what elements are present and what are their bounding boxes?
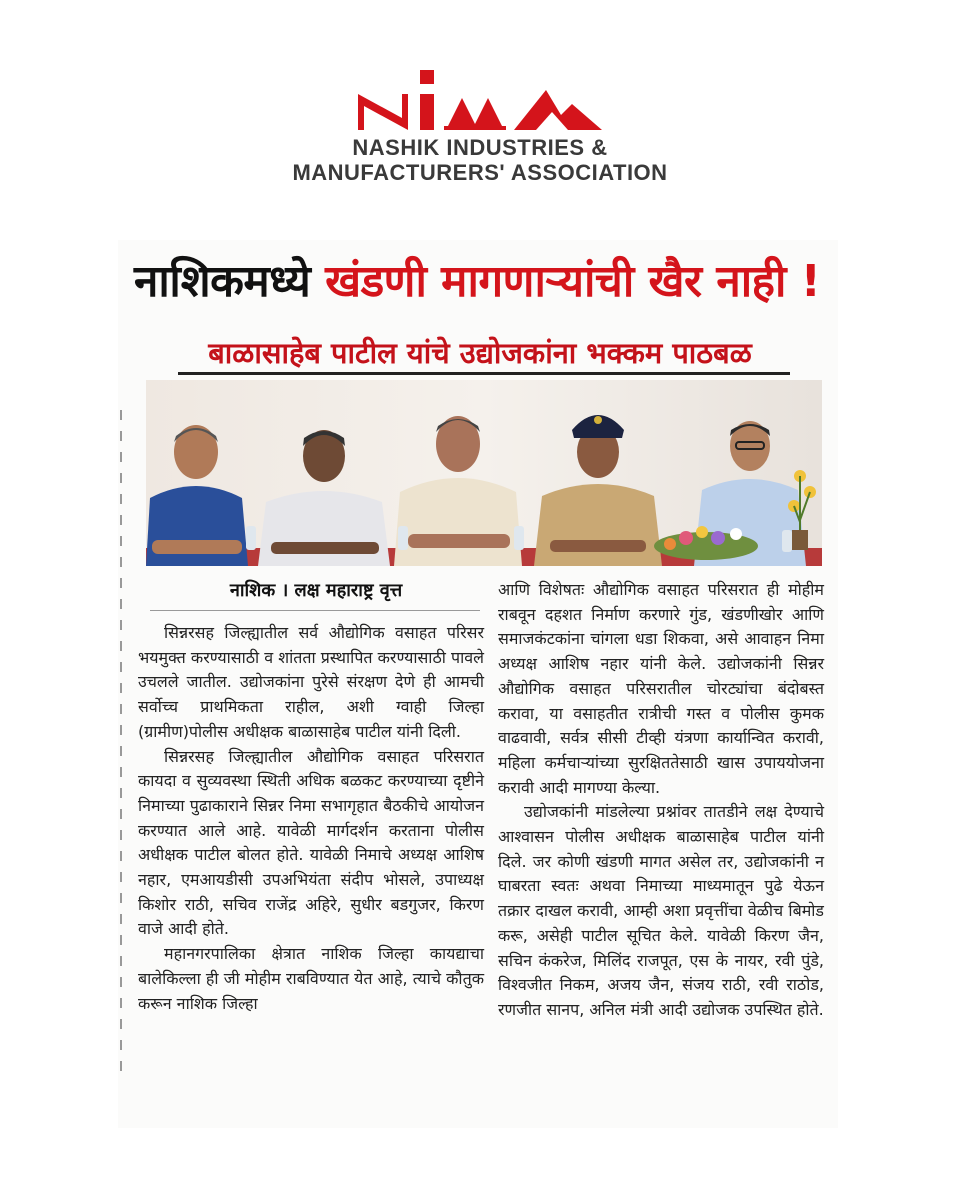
right-paragraph-2: उद्योजकांनी मांडलेल्या प्रश्नांवर तातडीने लक्ष देण्याचे आश्वासन पोलीस अधीक्षक बाळासाहेब पाटील यांनी दिले. जर कोणी खंडणी मागत असेल तर, उद्योजकांनी न घाबरता स्वतः अथवा निमाच्या माध्यमातून पुढे येऊन तक्रार दाखल करावी, आम्ही अशा प्रवृत्तींचा वेळीच बिमोड करू, असेही पाटील सूचित केले. यावेळी किरण जैन, सचिन कंकरेज, मिलिंद राजपूत, एस के नायर, रवी पुंडे, विश्वजीत निकम, अजय जैन, संजय राठी, रवी राठोड, रणजीत सानप, अनिल मंत्री आदी उद्योजक उपस्थित होते. xyxy=(498,802,824,1019)
article-column-right xyxy=(498,578,824,1023)
headline xyxy=(134,252,824,312)
right-paragraph-1: आणि विशेषतः औद्योगिक वसाहत परिसरात ही मोहीम राबवून दहशत निर्माण करणारे गुंड, खंडणीखोर आणि समाजकंटकांना चांगला धडा शिकवा, असे आवाहन निमा अध्यक्ष आशिष नहार यांनी केले. उद्योजकांनी सिन्नर औद्योगिक वसाहत परिसरातील चोरट्यांचा बंदोबस्त करावा, या वसाहतीत रात्रीची गस्त व पोलीस कुमक वाढवावी, सर्वत्र सीसी टीव्ही यंत्रणा कार्यान्वित करावी, महिला कर्मचाऱ्यांच्या सुरक्षिततेसाठी खास उपाययोजना करावी आदी मागण्या केल्या. xyxy=(498,580,824,797)
left-paragraph-1: सिन्नरसह जिल्ह्यातील सर्व औद्योगिक वसाहत परिसर भयमुक्त करण्यासाठी व शांतता प्रस्थापित करण्यासाठी पावले उचलले जातील. उद्योजकांना पुरेसे संरक्षण देणे ही आमची सर्वोच्च प्राथमिकता राहील, अशी ग्वाही जिल्हा (ग्रामीण)पोलीस अधीक्षक बाळासाहेब पाटील यांनी दिली. xyxy=(138,623,484,741)
nima-logo xyxy=(358,68,602,130)
headline-part-red: खंडणी मागणाऱ्यांची खैर नाही ! xyxy=(325,256,821,307)
article-column-left xyxy=(138,621,484,1016)
column-margin-marks xyxy=(118,410,124,1110)
article-photo xyxy=(146,380,822,566)
left-paragraph-2: सिन्नरसह जिल्ह्यातील औद्योगिक वसाहत परिसरात कायदा व सुव्यवस्था स्थिती अधिक बळकट करण्याच्या दृष्टीने निमाच्या पुढाकाराने सिन्नर निमा सभागृहात बैठकीचे आयोजन करण्यात आले आहे. यावेळी मार्गदर्शन करताना पोलीस अधीक्षक पाटील बोलत होते. यावेळी निमाचे अध्यक्ष आशिष नहार, एमआयडीसी उपअभियंता संदीप भोसले, उपाध्यक्ष किशोर राठी, सचिव राजेंद्र अहिरे, सुधीर बडगुजर, किरण वाजे आदी होते. xyxy=(138,746,484,939)
byline: नाशिक । लक्ष महाराष्ट्र वृत्त xyxy=(229,580,403,601)
brand-name-line1: NASHIK INDUSTRIES & xyxy=(352,135,608,160)
subheadline-underline xyxy=(178,372,790,375)
headline-part-black: नाशिकमध्ये xyxy=(134,256,326,307)
brand-name-line2: MANUFACTURERS' ASSOCIATION xyxy=(292,160,668,185)
subheadline: बाळासाहेब पाटील यांचे उद्योजकांना भक्कम पाठबळ xyxy=(208,336,752,370)
byline-rule xyxy=(150,610,480,611)
left-paragraph-3: महानगरपालिका क्षेत्रात नाशिक जिल्हा कायद्याचा बालेकिल्ला ही जी मोहीम राबविण्यात येत आहे, त्याचे कौतुक करून नाशिक जिल्हा xyxy=(138,944,484,1013)
